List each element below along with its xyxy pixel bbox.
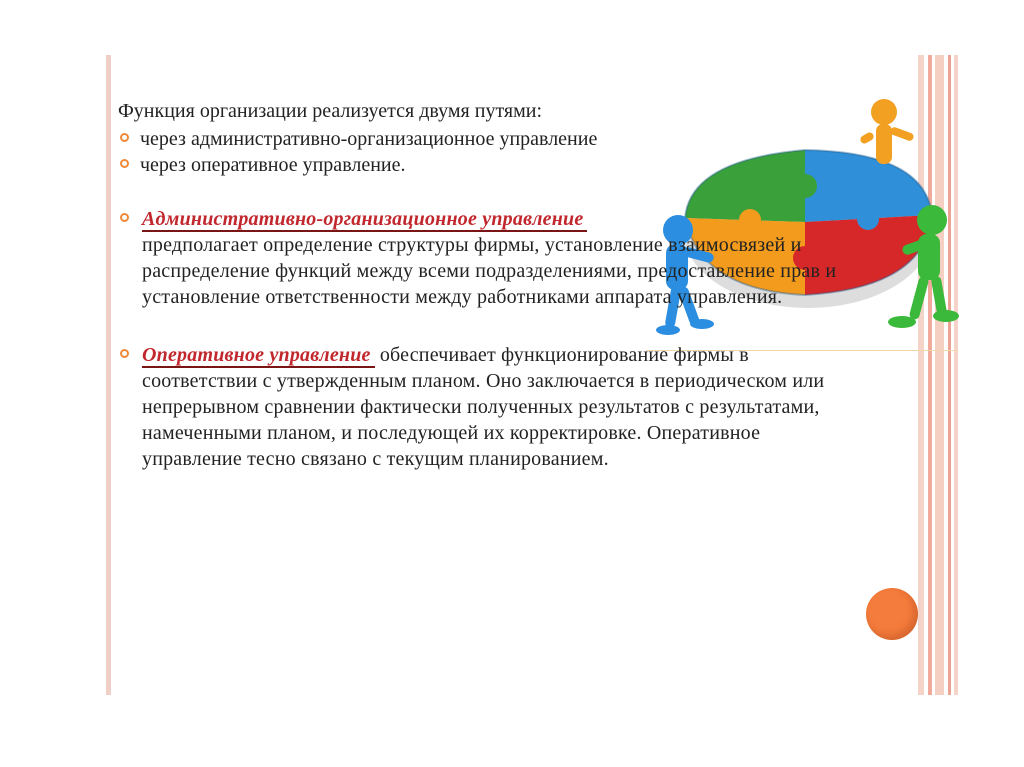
term-heading: Административно-организационное управление: [142, 208, 587, 232]
sub-item-label: через административно-организационное управление: [140, 128, 598, 150]
bullet-icon: [120, 159, 129, 168]
decorative-circle: [866, 588, 918, 640]
slide-left-border: [106, 55, 111, 695]
sub-item-label: через оперативное управление.: [140, 154, 406, 176]
sub-item: [118, 126, 838, 152]
term-heading: Оперативное управление: [142, 344, 375, 368]
intro-text: Функция организации реализуется двумя путями:: [118, 100, 543, 122]
slide-content: [118, 98, 838, 472]
paragraph-admin: [118, 206, 838, 310]
bullet-icon: [120, 133, 129, 142]
sub-item: [118, 152, 838, 178]
paragraph-text: обеспечивает функционирование фирмы в соответствии с утвержденным планом. Оно заключается в периодическом или непрерывном сравнении фактически полученных результатов с результатами, намеченными планом, и последующей их корректировке. Оперативное управление тесно связано с текущим планированием.: [142, 344, 825, 470]
bullet-icon: [120, 213, 129, 222]
bullet-icon: [120, 349, 129, 358]
paragraph-operational: [118, 342, 838, 472]
paragraph-text: предполагает определение структуры фирмы, установление взаимосвязей и распределение функций между всеми подразделениями, предоставление прав и установление ответственности между работниками аппарата управления.: [142, 234, 837, 308]
